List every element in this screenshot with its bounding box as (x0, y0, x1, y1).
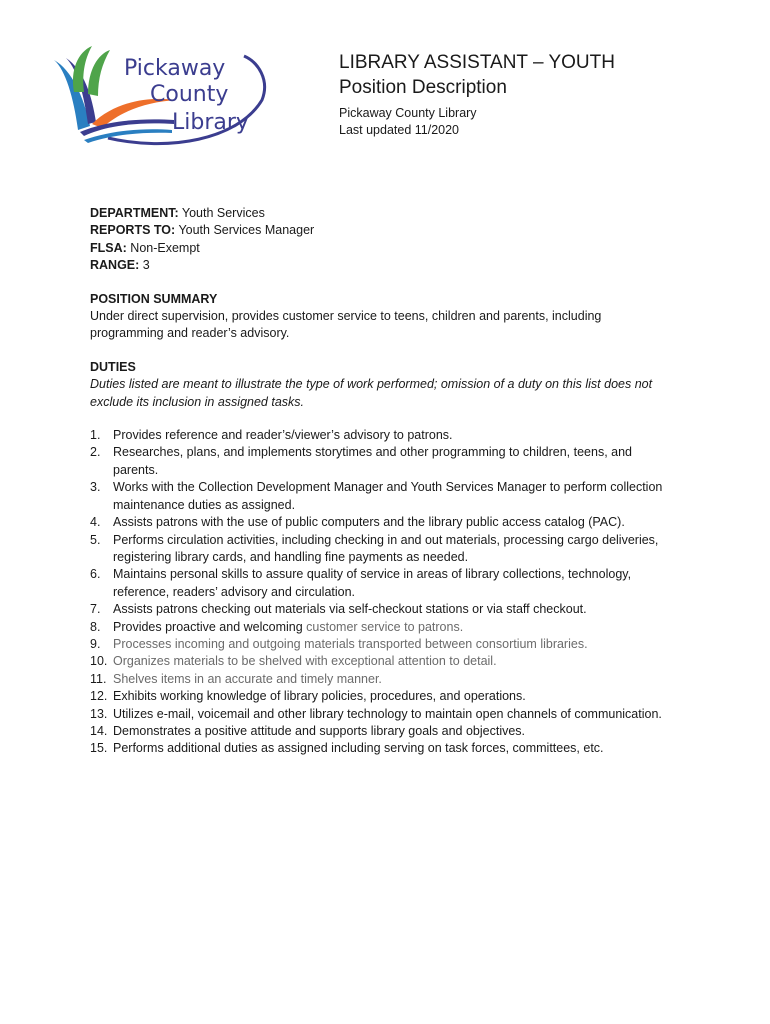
duty-item (90, 601, 690, 618)
duty-text-grey: Processes incoming and outgoing materials transported between consortium libraries. (113, 636, 588, 651)
duties-list (90, 427, 690, 758)
duty-number: 9. (90, 636, 101, 651)
duties-note-line-1: Duties listed are meant to illustrate the type of work performed; omission of a duty on this list does not (90, 377, 653, 392)
duty-number: 5. (90, 532, 101, 547)
duty-number: 14. (90, 723, 108, 738)
summary-line-1: Under direct supervision, provides customer service to teens, children and parents, including (90, 309, 602, 324)
duty-text: registering library cards, and handling fine payments as needed. (113, 549, 469, 564)
duty-item (90, 444, 690, 479)
duty-item (90, 688, 690, 705)
duty-text: Assists patrons with the use of public computers and the library public access catalog (PAC). (113, 515, 625, 530)
duty-number: 15. (90, 741, 108, 756)
organization-name: Pickaway County Library (339, 106, 477, 120)
duty-text: parents. (113, 462, 159, 477)
library-logo (48, 40, 270, 152)
last-updated: Last updated 11/2020 (339, 123, 460, 137)
logo-word-1: Pickaway (124, 56, 226, 81)
duty-item (90, 671, 690, 688)
summary-heading: POSITION SUMMARY (90, 291, 218, 306)
title-line-2: Position Description (339, 77, 507, 98)
department-row: DEPARTMENT: Youth Services (90, 206, 265, 220)
reports-to-row: REPORTS TO: Youth Services Manager (90, 223, 315, 238)
duty-text: Maintains personal skills to assure quality of service in areas of library collections, technology, (113, 567, 632, 582)
duty-item (90, 532, 690, 567)
duty-item (90, 619, 690, 636)
duty-text: Assists patrons checking out materials via self-checkout stations or via staff checkout. (113, 602, 587, 617)
duty-text (113, 619, 690, 636)
duty-number: 8. (90, 619, 101, 634)
duty-number: 10. (90, 654, 108, 669)
duty-text-grey: Shelves items in an accurate and timely manner. (113, 671, 382, 686)
duty-item (90, 479, 690, 514)
duty-number: 2. (90, 445, 101, 460)
duty-text: Utilizes e-mail, voicemail and other library technology to maintain open channels of communication. (113, 706, 662, 721)
duty-text (113, 653, 690, 670)
duty-item (90, 723, 690, 740)
duty-number: 4. (90, 515, 101, 530)
logo-word-3: Library (172, 110, 249, 135)
duty-item (90, 706, 690, 723)
logo-word-2: County (150, 82, 229, 107)
duty-number: 12. (90, 689, 108, 704)
duty-number: 7. (90, 602, 101, 617)
duty-number: 3. (90, 480, 101, 495)
duty-number: 1. (90, 428, 101, 443)
duty-text: Demonstrates a positive attitude and supports library goals and objectives. (113, 723, 526, 738)
title-line-1: LIBRARY ASSISTANT – YOUTH (339, 52, 615, 73)
duty-item (90, 566, 690, 601)
duty-item (90, 636, 690, 653)
duty-text: Provides reference and reader’s/viewer’s advisory to patrons. (113, 428, 453, 443)
document-body (90, 205, 690, 758)
duty-number: 6. (90, 567, 101, 582)
duty-text: Researches, plans, and implements storytimes and other programming to children, teens, and (113, 445, 633, 460)
duty-item (90, 514, 690, 531)
duties-heading: DUTIES (90, 359, 136, 374)
duty-text: Performs additional duties as assigned including serving on task forces, committees, etc. (113, 741, 604, 756)
flsa-row: FLSA: Non-Exempt (90, 240, 200, 255)
duty-text (113, 636, 690, 653)
duty-text-lead: Provides proactive and welcoming (113, 619, 307, 634)
duties-note-line-2: exclude its inclusion in assigned tasks. (90, 394, 305, 409)
duty-text: Works with the Collection Development Manager and Youth Services Manager to perform collection (113, 480, 663, 495)
duty-number: 13. (90, 706, 108, 721)
duty-text: Exhibits working knowledge of library policies, procedures, and operations. (113, 689, 526, 704)
duty-item (90, 653, 690, 670)
document-header (339, 50, 739, 139)
duty-text-grey: Organizes materials to be shelved with exceptional attention to detail. (113, 654, 497, 669)
duty-text (113, 671, 690, 688)
position-meta (90, 205, 690, 275)
duty-text: maintenance duties as assigned. (113, 497, 296, 512)
duty-text: reference, readers’ advisory and circulation. (113, 584, 356, 599)
duty-item (90, 427, 690, 444)
duty-text-grey: customer service to patrons. (306, 619, 464, 634)
summary-line-2: programming and reader’s advisory. (90, 326, 290, 341)
range-row: RANGE: 3 (90, 258, 150, 273)
duty-number: 11. (90, 671, 107, 686)
duty-text: Performs circulation activities, including checking in and out materials, processing cargo deliveries, (113, 532, 659, 547)
duty-item (90, 740, 690, 757)
